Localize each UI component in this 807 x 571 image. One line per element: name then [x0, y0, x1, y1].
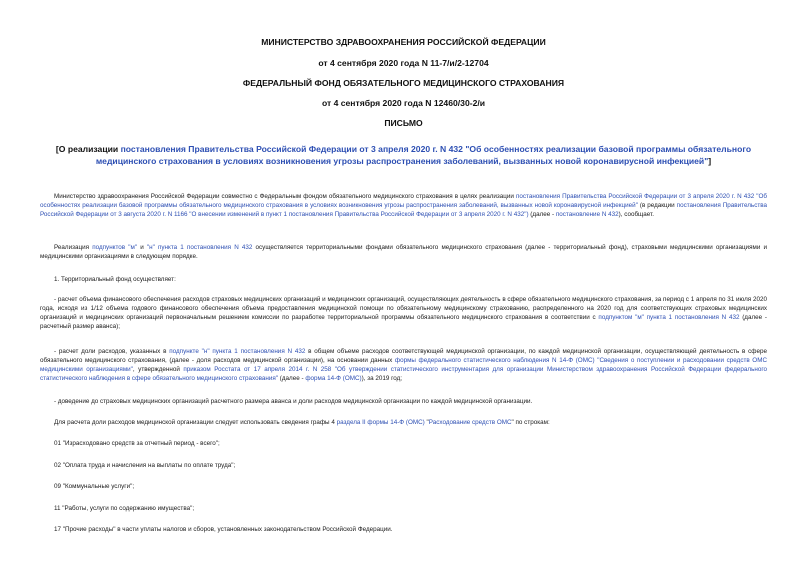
realization-text-2: и: [137, 244, 147, 251]
subpoint-n-link[interactable]: "н" пункта 1 постановления N 432: [146, 244, 253, 251]
line-item: 02 "Оплата труда и начисления на выплаты по оплате труда";: [54, 462, 236, 469]
line-item: 09 "Коммунальные услуги";: [54, 483, 135, 490]
form-use-paragraph: [40, 419, 767, 428]
subpoint-m-link[interactable]: подпунктов "м": [92, 244, 138, 251]
calc1-text-2: (далее - расчетный размер аванса);: [40, 313, 767, 330]
intro-paragraph: [40, 193, 767, 220]
intro-short-link[interactable]: постановление N 432: [555, 210, 619, 218]
document-type: ПИСЬМО: [384, 118, 423, 128]
calc2-text-2: в общем объеме расходов соответствующей медицинской организации, по каждой медицинской организации, осуществляющей деятельность в сфере обязательного медицинского страхования, (далее - доля расходов медицинской организации), на основании данных: [40, 348, 767, 364]
calc2-text-4: (далее -: [278, 374, 306, 382]
line-item: 17 "Прочие расходы" в части уплаты налогов и сборов, установленных законодательством Российской Федерации.: [54, 526, 393, 533]
calc1-text-1: - расчет объема финансового обеспечения расходов страховых медицинских организаций и медицинских организаций, осуществляющих деятельность в сфере обязательного медицинского страхования, за период с 1 апреля по 31 июля 2020 года, исходя из 1/12 объема годового финансового обеспечения объема предоставления медицинской помощи по обязательному медицинскому страхованию, распределенного на 2020 год для соответствующих страховых медицинских организаций и медицинских организаций первоначальным решением комиссии по разработке территориальной программы обязательного медицинского страхования в соответствии с: [40, 296, 767, 321]
calc1-subpoint-link[interactable]: подпунктом "м" пункта 1 постановления N 432: [598, 313, 740, 321]
form-14f-link[interactable]: формы федерального статистического наблюдения N 14-Ф (ОМС) "Сведения о поступлении и расходовании средств ОМС медицинскими организациями": [40, 356, 768, 373]
title-close: ]: [708, 155, 712, 166]
form-use-text-2: ": [424, 419, 429, 426]
item-1: 1. Территориальный фонд осуществляет:: [54, 276, 176, 283]
document-title: [40, 144, 767, 167]
intro-text-1: Министерство здравоохранения Российской Федерации совместно с Федеральным фондом обязательного медицинского страхования в целях реализации: [54, 193, 516, 200]
line-item: 01 "Израсходовано средств за отчетный период - всего";: [54, 440, 220, 447]
title-resolution-link[interactable]: постановления Правительства Российской Федерации от 3 апреля 2020 г. N 432 "Об особенностях реализации базовой программы обязательного медицинского страхования в условиях возникновения угрозы распространения заболеваний, вызванных новой коронавирусной инфекцией": [95, 144, 752, 166]
rosstat-order-link[interactable]: приказом Росстата от 17 апреля 2014 г. N 258 "Об утверждении статистического инструментария для организации Министерством здравоохранения Российской Федерации федерального статистического наблюдения в сфере обязательного медицинского страхования": [40, 365, 767, 382]
calc2-text-3: , утвержденной: [132, 365, 184, 373]
intro-text-4: ), сообщает.: [618, 210, 654, 218]
intro-text-3: (далее -: [528, 210, 556, 218]
fund-date: от 4 сентября 2020 года N 12460/30-2/и: [321, 98, 486, 108]
realization-text-3: осуществляется территориальными фондами обязательного медицинского страхования (далее - территориальный фонд), страховыми медицинскими организациями и медицинскими организациями в следующем порядке.: [40, 244, 767, 260]
form-14f-short-link[interactable]: форма 14-Ф (ОМС): [305, 374, 362, 382]
intro-amendment-link[interactable]: постановления Правительства Российской Федерации от 3 августа 2020 г. N 1166 "О внесении изменений в пункт 1 постановления Правительства Российской Федерации от 3 апреля 2020 г. N 432"): [40, 201, 767, 218]
realization-text-1: Реализация: [54, 244, 93, 251]
title-open: [О реализации: [55, 144, 121, 154]
realization-paragraph: [40, 244, 767, 262]
form-section-link[interactable]: раздела II формы 14-Ф (ОМС): [336, 419, 425, 426]
calc-advance-paragraph: [40, 296, 767, 332]
line-item: 11 "Работы, услуги по содержанию имущества";: [54, 505, 195, 512]
intro-text-2: (в редакции: [637, 201, 677, 209]
intro-resolution-link[interactable]: постановления Правительства Российской Федерации от 3 апреля 2020 г. N 432 "Об особенностях реализации базовой программы обязательного медицинского страхования в условиях возникновения угрозы распространения заболеваний, вызванных новой коронавирусной инфекцией": [40, 193, 767, 209]
ministry-heading: МИНИСТЕРСТВО ЗДРАВООХРАНЕНИЯ РОССИЙСКОЙ ФЕДЕРАЦИИ: [261, 37, 546, 47]
calc2-text-5: ), за 2019 год;: [361, 374, 403, 382]
fund-heading: ФЕДЕРАЛЬНЫЙ ФОНД ОБЯЗАТЕЛЬНОГО МЕДИЦИНСКОГО СТРАХОВАНИЯ: [242, 78, 565, 88]
ministry-date: от 4 сентября 2020 года N 11-7/и/2-12704: [318, 58, 489, 68]
form-use-text-1: Для расчета доли расходов медицинской организации следует использовать сведения графы 4: [54, 419, 337, 426]
form-use-text-3: " по строкам:: [511, 419, 550, 426]
calc-share-paragraph: [40, 348, 767, 384]
delivery-paragraph: - доведение до страховых медицинских организаций расчетного размера аванса и доли расходов медицинской организации по каждой медицинской организации.: [54, 398, 533, 405]
calc2-subpoint-link[interactable]: подпункте "н" пункта 1 постановления N 432: [169, 348, 306, 355]
expenditure-link[interactable]: Расходование средств ОМС: [428, 419, 512, 426]
calc2-text-1: - расчет доли расходов, указанных в: [54, 348, 170, 355]
